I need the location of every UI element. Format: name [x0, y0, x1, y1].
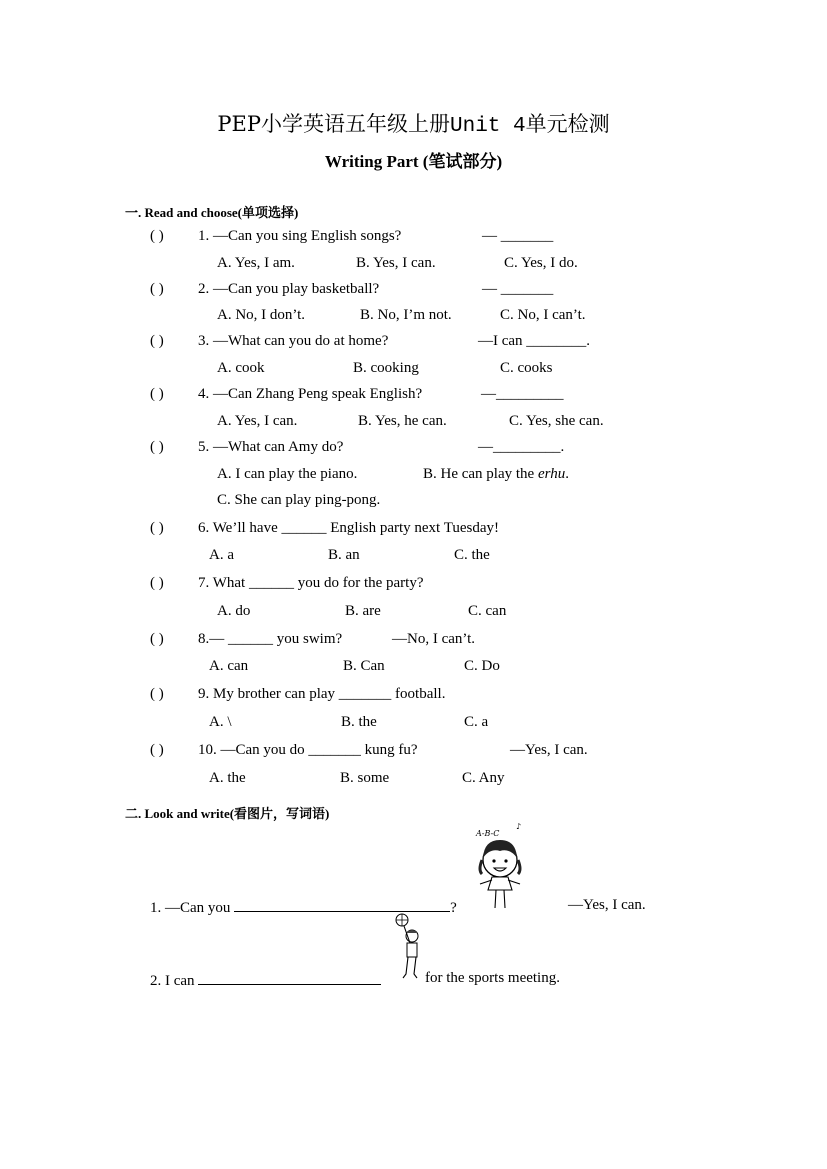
question-answer: —Yes, I can.: [510, 742, 588, 758]
option-a[interactable]: A. No, I don’t.: [217, 307, 306, 323]
answer-paren[interactable]: ( ): [150, 575, 164, 591]
question-stem: 1. —Can you sing English songs?: [198, 228, 402, 244]
question-stem: 9. My brother can play _______ football.: [198, 686, 446, 702]
option-b[interactable]: B. an: [328, 547, 360, 563]
question-stem: 4. —Can Zhang Peng speak English?: [198, 386, 423, 402]
option-b[interactable]: B. are: [345, 603, 381, 619]
question-answer: —I can ________.: [478, 333, 591, 349]
write-item-2-start: 2. I can: [150, 973, 199, 989]
answer-paren[interactable]: ( ): [150, 439, 164, 455]
option-c[interactable]: C. can: [468, 603, 507, 619]
option-c[interactable]: C. Any: [462, 770, 505, 786]
option-c[interactable]: C. the: [454, 547, 490, 563]
question-answer: — _______: [482, 281, 554, 297]
option-b[interactable]: B. Can: [343, 658, 385, 674]
title-prefix: PEP小学英语五年级上册: [217, 112, 450, 136]
write-item-1-end: ?: [450, 900, 457, 916]
music-note: ♪: [516, 822, 522, 831]
option-b[interactable]: [423, 466, 569, 483]
answer-paren[interactable]: ( ): [150, 686, 164, 702]
question-answer: — _______: [482, 228, 554, 244]
write-item-1-answer: —Yes, I can.: [568, 897, 646, 913]
answer-paren[interactable]: ( ): [150, 386, 164, 402]
write-item-2: [150, 970, 381, 990]
basketball-boy-illustration: [392, 912, 426, 984]
question-stem: 3. —What can you do at home?: [198, 333, 389, 349]
question-answer: —No, I can’t.: [392, 631, 476, 647]
option-a[interactable]: A. can: [209, 658, 249, 674]
option-c[interactable]: C. Yes, I do.: [504, 255, 578, 271]
question-answer: —_________.: [478, 439, 565, 455]
option-b[interactable]: B. Yes, he can.: [358, 413, 447, 429]
answer-paren[interactable]: ( ): [150, 742, 164, 758]
title-unit: Unit 4: [449, 115, 526, 138]
option-a[interactable]: A. cook: [217, 360, 265, 376]
write-blank-2[interactable]: [198, 970, 381, 985]
question-answer: —_________: [481, 386, 564, 402]
option-c[interactable]: C. cooks: [500, 360, 553, 376]
answer-paren[interactable]: ( ): [150, 228, 164, 244]
option-c[interactable]: C. Do: [464, 658, 500, 674]
option-a[interactable]: A. do: [217, 603, 251, 619]
option-b[interactable]: B. No, I’m not.: [360, 307, 452, 323]
singing-notes: A-B-C: [476, 829, 500, 838]
option-a[interactable]: A. a: [209, 547, 234, 563]
question-stem: 8.— ______ you swim?: [198, 631, 343, 647]
option-b-text: B. He can play the: [423, 466, 538, 482]
section2-heading: 二. Look and write(看图片，写词语): [125, 806, 330, 821]
question-stem: 2. —Can you play basketball?: [198, 281, 380, 297]
answer-paren[interactable]: ( ): [150, 333, 164, 349]
option-a[interactable]: A. \: [209, 714, 232, 730]
page-title: [0, 108, 827, 138]
option-c[interactable]: C. Yes, she can.: [509, 413, 604, 429]
option-b-end: .: [565, 466, 569, 482]
question-stem: 7. What ______ you do for the party?: [198, 575, 424, 591]
write-item-1-start: 1. —Can you: [150, 900, 235, 916]
option-a[interactable]: A. I can play the piano.: [217, 466, 358, 482]
option-b[interactable]: B. the: [341, 714, 377, 730]
answer-paren[interactable]: ( ): [150, 281, 164, 297]
option-b[interactable]: B. some: [340, 770, 390, 786]
question-stem: 6. We’ll have ______ English party next Tuesday!: [198, 520, 499, 536]
option-c[interactable]: C. a: [464, 714, 489, 730]
option-c[interactable]: C. She can play ping-pong.: [217, 492, 381, 508]
option-b-italic: erhu: [537, 466, 566, 482]
section1-heading: 一. Read and choose(单项选择): [125, 205, 299, 220]
page-subtitle: Writing Part (笔试部分): [324, 152, 503, 171]
write-blank-1[interactable]: [234, 897, 450, 912]
answer-paren[interactable]: ( ): [150, 631, 164, 647]
write-item-2-end: for the sports meeting.: [425, 970, 560, 986]
question-stem: 10. —Can you do _______ kung fu?: [198, 742, 418, 758]
option-a[interactable]: A. the: [209, 770, 246, 786]
question-stem: 5. —What can Amy do?: [198, 439, 344, 455]
singing-girl-illustration: [470, 820, 530, 912]
title-suffix: 单元检测: [525, 112, 610, 136]
option-b[interactable]: B. cooking: [353, 360, 419, 376]
option-a[interactable]: A. Yes, I am.: [217, 255, 295, 271]
option-c[interactable]: C. No, I can’t.: [500, 307, 586, 323]
option-a[interactable]: A. Yes, I can.: [217, 413, 298, 429]
option-b[interactable]: B. Yes, I can.: [356, 255, 436, 271]
answer-paren[interactable]: ( ): [150, 520, 164, 536]
